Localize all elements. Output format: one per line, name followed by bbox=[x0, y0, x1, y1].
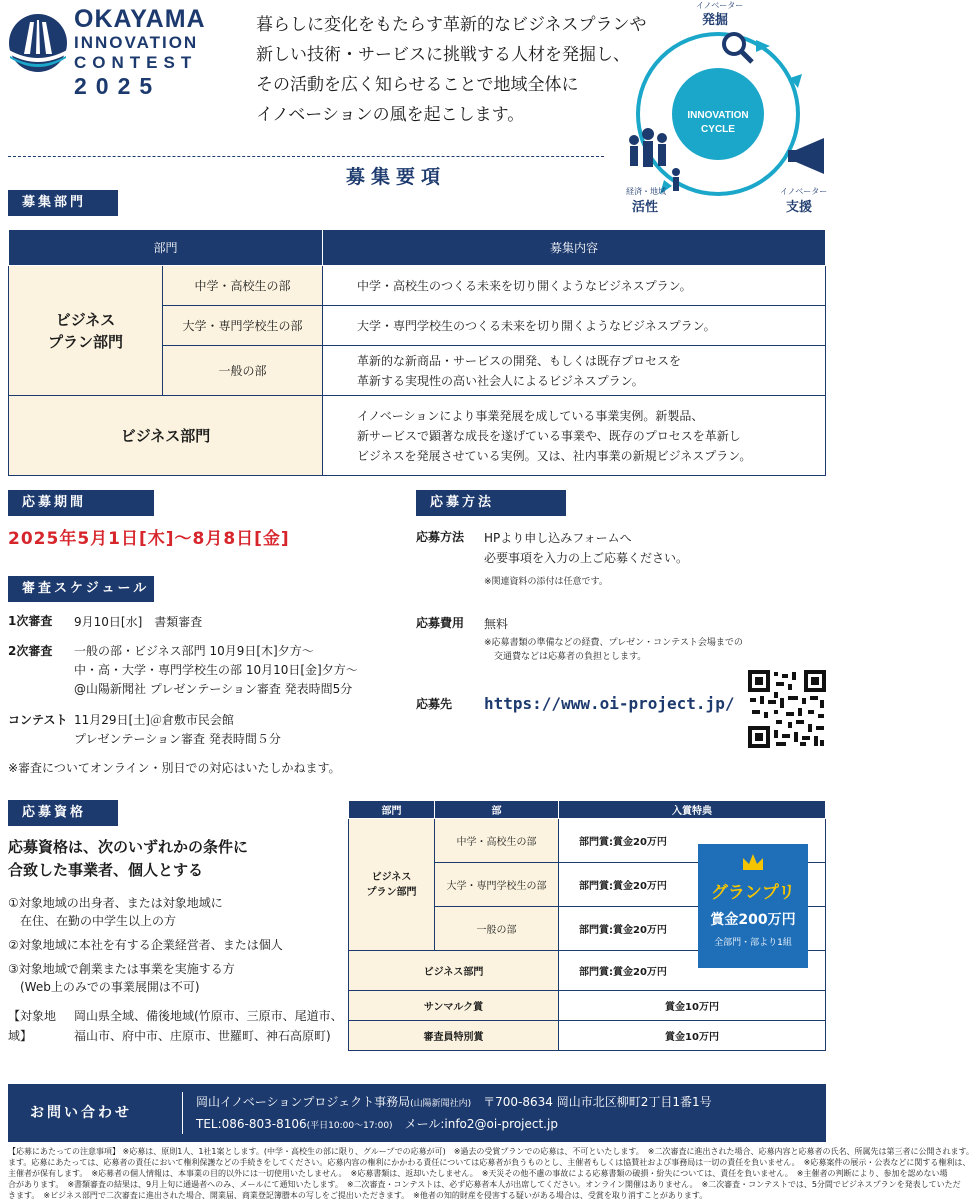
fee-label: 応募費用 bbox=[416, 616, 465, 630]
header-divider bbox=[8, 156, 604, 157]
period-text: 2025年5月1日[木]～8月8日[金] bbox=[8, 529, 290, 549]
schedule-line: 一般の部・ビジネス部門 10月9日[木]夕方～ bbox=[74, 644, 314, 658]
division-desc-line: 革新的な新商品・サービスの開発、もしくは既存プロセスを bbox=[357, 353, 682, 368]
table-header: 部門 bbox=[9, 230, 323, 266]
section-method: 応募方法 bbox=[416, 490, 566, 516]
innovation-cycle bbox=[606, 0, 834, 216]
business-row-label: ビジネス部門 bbox=[349, 951, 559, 991]
footnotes bbox=[8, 1146, 974, 1201]
contact-office: 岡山イノベーションプロジェクト事務局 bbox=[196, 1095, 411, 1109]
cycle-left-small: 経済・地域 bbox=[626, 187, 666, 196]
prize-value: 部門賞:賞金20万円 bbox=[559, 951, 826, 991]
apply-note: ※関連資料の添付は任意です。 bbox=[484, 577, 608, 587]
grand-amount: 賞金200万円 bbox=[710, 912, 796, 928]
area-label: 【対象地域】 bbox=[8, 1009, 57, 1043]
division-desc bbox=[323, 396, 826, 476]
fee-note: ※応募書類の準備などの経費、プレゼン・コンテスト会場までの bbox=[484, 638, 743, 648]
business-plan-label: プラン部門 bbox=[47, 332, 123, 351]
contact-divider bbox=[182, 1092, 183, 1134]
apply-line: HPより申し込みフォームへ bbox=[484, 531, 632, 545]
table-header: 入賞特典 bbox=[559, 801, 826, 819]
prize-value: 部門賞:賞金20万円 bbox=[559, 863, 826, 907]
schedule-item bbox=[8, 642, 404, 699]
division-desc-line: 新サービスで顕著な成長を遂げている事業や、既存のプロセスを革新し bbox=[357, 428, 741, 443]
footnote-line: 【応募にあたっての注意事項】 ※応募は、原則1人、1社1案とします。(中学・高校生の部に限り、グループでの応募が可) ※過去の受賞プランでの応募は、不可といたします。 ※二次審査に進出された場合、応募内容と応募者の氏名、所属先は第三者に公開されます。 bbox=[8, 1147, 974, 1156]
section-eligibility: 応募資格 bbox=[8, 800, 118, 826]
grand-prix-badge bbox=[698, 844, 808, 968]
prize-value: 部門賞:賞金20万円 bbox=[559, 907, 826, 951]
schedule-item bbox=[8, 612, 404, 632]
section-schedule: 審査スケジュール bbox=[8, 576, 154, 602]
prize-value: 賞金10万円 bbox=[559, 1021, 826, 1051]
apply-line: 必要事項を入力の上ご応募ください。 bbox=[484, 551, 689, 565]
cycle-center-2: CYCLE bbox=[701, 124, 735, 135]
schedule-label: コンテスト bbox=[8, 713, 68, 727]
grand-note: 全部門・部より1組 bbox=[714, 938, 792, 948]
eligibility-item: ①対象地域の出身者、または対象地域に bbox=[8, 896, 223, 910]
footnote-line: 主催者が保有します。 ※応募者の個人情報は、本事業の目的以外には一切使用いたしません。 ※応募書類は、返却いたしません。 ※天災その他不慮の事故による応募書類の破損・紛失については、責任を負いません。 ※主催者の判断により、参加を認めない場 bbox=[8, 1169, 948, 1178]
crown-icon bbox=[698, 852, 808, 874]
logo-line-2: INNOVATION bbox=[74, 33, 199, 52]
bp-label: プラン部門 bbox=[366, 886, 417, 898]
footnote-line: 合があります。 ※書類審査の結果は、9月上旬に通過者へのみ、メールにて通知いたします。 ※二次審査・コンテストは、必ず応募者本人が出席してください。オンライン開催はありません。 ※二次審査・コンテストでは、5分間でビジネスプランを発表していただ bbox=[8, 1180, 961, 1189]
business-plan-cell bbox=[9, 266, 163, 396]
bu-name: 大学・専門学校生の部 bbox=[435, 863, 559, 907]
logo bbox=[8, 10, 68, 76]
area-line: 岡山県全域、備後地域(竹原市、三原市、尾道市、 bbox=[74, 1009, 343, 1023]
contact-title: お問い合わせ bbox=[30, 1105, 132, 1121]
division-name: 大学・専門学校生の部 bbox=[163, 306, 323, 346]
division-table bbox=[8, 229, 826, 476]
eligibility-block bbox=[8, 836, 344, 1046]
grand-title: グランプリ bbox=[710, 883, 796, 903]
eligibility-item: ③対象地域で創業または事業を実施する方 bbox=[8, 962, 235, 976]
schedule-line: 11月29日[土]＠倉敷市民会館 bbox=[74, 713, 234, 727]
division-desc: 大学・専門学校生のつくる未来を切り開くようなビジネスプラン。 bbox=[323, 306, 826, 346]
qr-code bbox=[748, 670, 826, 748]
bp-cell bbox=[349, 819, 435, 951]
main-title: 募集要項 bbox=[346, 166, 447, 188]
table-header: 部門 bbox=[349, 801, 435, 819]
business-division-label: ビジネス部門 bbox=[9, 396, 323, 476]
division-name: 中学・高校生の部 bbox=[163, 266, 323, 306]
fee-note: 交通費などは応募者の負担とします。 bbox=[494, 652, 647, 662]
division-desc bbox=[323, 346, 826, 396]
special-label: 審査員特別賞 bbox=[349, 1021, 559, 1051]
cycle-right-small: イノベーター bbox=[780, 187, 828, 196]
contact-bar bbox=[8, 1084, 826, 1142]
prize-value: 賞金10万円 bbox=[559, 991, 826, 1021]
cycle-left-big: 活性 bbox=[632, 200, 659, 215]
section-divisions: 募集部門 bbox=[8, 190, 118, 216]
prize-value: 部門賞:賞金20万円 bbox=[559, 819, 826, 863]
website-link[interactable]: https://www.oi-project.jp/ bbox=[484, 694, 735, 713]
contact-address: 〒700-8634 岡山市北区柳町2丁目1番1号 bbox=[483, 1095, 712, 1109]
contact-tel[interactable]: TEL:086-803-8106 bbox=[196, 1117, 307, 1131]
schedule-line: @山陽新聞社 プレゼンテーション審査 発表時間5分 bbox=[74, 682, 353, 696]
eligibility-lead: 合致した事業者、個人とする bbox=[8, 861, 204, 879]
fee-value: 無料 bbox=[484, 617, 509, 631]
eligibility-item: 在住、在勤の中学生以上の方 bbox=[8, 914, 177, 928]
section-period: 応募期間 bbox=[8, 490, 154, 516]
intro-line: イノベーションの風を起こします。 bbox=[256, 105, 525, 125]
schedule-label: 2次審査 bbox=[8, 644, 53, 658]
bu-name: 中学・高校生の部 bbox=[435, 819, 559, 863]
logo-line-3: CONTEST bbox=[74, 53, 198, 72]
table-header: 部 bbox=[435, 801, 559, 819]
bp-label: ビジネス bbox=[371, 871, 412, 883]
logo-line-1: OKAYAMA bbox=[74, 5, 206, 33]
destination-label: 応募先 bbox=[416, 697, 453, 711]
schedule-line: 9月10日[水] 書類審査 bbox=[74, 615, 203, 629]
area-line: 福山市、府中市、庄原市、世羅町、神石高原町) bbox=[74, 1029, 331, 1043]
schedule-line: プレゼンテーション審査 発表時間５分 bbox=[74, 732, 281, 746]
cycle-top-small: イノベーター bbox=[696, 1, 744, 10]
business-plan-label: ビジネス bbox=[55, 310, 116, 329]
intro-line: その活動を広く知らせることで地域全体に bbox=[256, 75, 579, 95]
division-desc-line: 革新する実現性の高い社会人によるビジネスプラン。 bbox=[357, 373, 644, 388]
eligibility-item: (Web上のみでの事業展開は不可) bbox=[8, 980, 200, 994]
schedule-label: 1次審査 bbox=[8, 614, 53, 628]
eligibility-lead: 応募資格は、次のいずれかの条件に bbox=[8, 838, 249, 856]
footnote-line: きます。 ※ビジネス部門で二次審査に進出された場合、開業届、商業登記簿謄本の写しをご提出いただきます。 ※他者の知的財産を侵害する疑いがある場合は、受賞を取り消すことがあります。 bbox=[8, 1191, 708, 1200]
intro-line: 新しい技術・サービスに挑戦する人材を発掘し、 bbox=[256, 45, 630, 65]
division-desc-line: イノベーションにより事業発展を成している事業実例。新製品、 bbox=[357, 408, 704, 423]
cycle-center-1: INNOVATION bbox=[687, 110, 749, 121]
division-desc: 中学・高校生のつくる未来を切り開くようなビジネスプラン。 bbox=[323, 266, 826, 306]
bu-name: 一般の部 bbox=[435, 907, 559, 951]
division-name: 一般の部 bbox=[163, 346, 323, 396]
contact-mail[interactable]: メール:info2@oi-project.jp bbox=[404, 1117, 558, 1131]
cycle-right-big: 支援 bbox=[786, 200, 813, 215]
footnote-line: ます。応募にあたっては、応募者の責任において権利保護などの手続きをしてください。応募内容の権利にかかわる責任については応募者が負うものとし、主催者もしくは協賛社および事務局は一切の責任を負いません。 ※応募案件の展示・公表などに関する権利は、 bbox=[8, 1158, 971, 1167]
intro-line: 暮らしに変化をもたらす革新的なビジネスプランや bbox=[256, 15, 647, 35]
division-desc-line: ビジネスを発展させている実例。又は、社内事業の新規ビジネスプラン。 bbox=[357, 448, 752, 463]
schedule-line: 中・高・大学・専門学校生の部 10月10日[金]夕方～ bbox=[74, 663, 358, 677]
schedule-list bbox=[8, 612, 404, 776]
contact-office-sub: (山陽新聞社内) bbox=[410, 1099, 472, 1109]
eligibility-item: ②対象地域に本社を有する企業経営者、または個人 bbox=[8, 938, 283, 952]
logo-year: 2025 bbox=[74, 73, 162, 99]
contact-hours: (平日10:00～17:00) bbox=[306, 1121, 393, 1131]
table-header: 募集内容 bbox=[323, 230, 826, 266]
schedule-note: ※審査についてオンライン・別日での対応はいたしかねます。 bbox=[8, 761, 341, 775]
schedule-item bbox=[8, 711, 404, 749]
apply-label: 応募方法 bbox=[416, 530, 465, 544]
sanmaruku-label: サンマルク賞 bbox=[349, 991, 559, 1021]
cycle-top-big: 発掘 bbox=[702, 13, 729, 28]
